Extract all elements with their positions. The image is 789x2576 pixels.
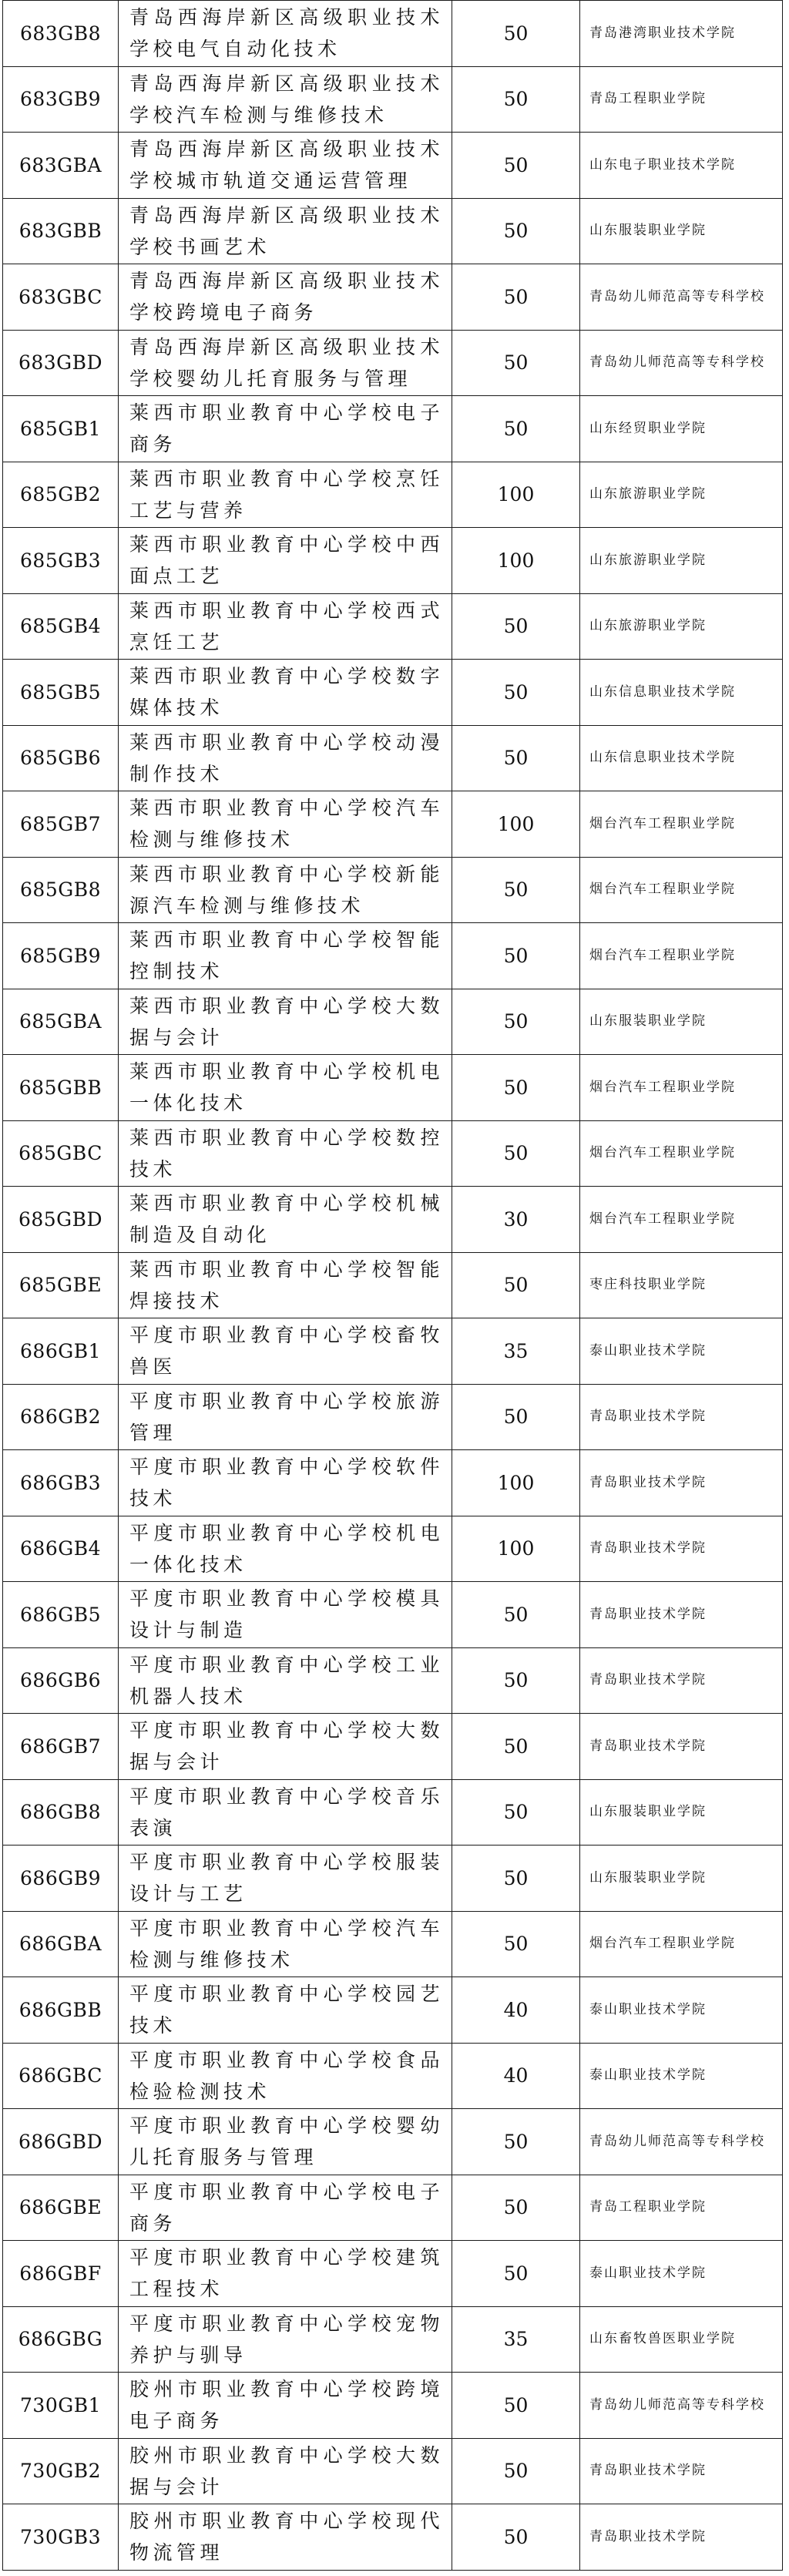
program-code-cell: 683GBC [3,264,119,331]
partner-college-cell: 枣庄科技职业学院 [580,1252,783,1318]
table-body [3,1,783,2571]
school-major-cell: 青岛西海岸新区高级职业技术学校城市轨道交通运营管理 [119,133,452,199]
program-code-cell: 686GB9 [3,1846,119,1912]
school-major-cell: 平度市职业教育中心学校机电一体化技术 [119,1516,452,1582]
partner-college-cell: 山东服装职业学院 [580,1846,783,1912]
partner-college-cell: 烟台汽车工程职业学院 [580,923,783,989]
school-major-cell: 平度市职业教育中心学校汽车检测与维修技术 [119,1911,452,1977]
enrollment-plan-cell: 50 [452,1846,580,1912]
school-major-cell: 平度市职业教育中心学校园艺技术 [119,1977,452,2044]
school-major-cell: 胶州市职业教育中心学校大数据与会计 [119,2438,452,2504]
partner-college-cell: 烟台汽车工程职业学院 [580,1187,783,1253]
partner-college-cell: 泰山职业技术学院 [580,1318,783,1385]
school-major-cell: 莱西市职业教育中心学校智能控制技术 [119,923,452,989]
school-major-cell: 莱西市职业教育中心学校数控技术 [119,1120,452,1187]
enrollment-plan-cell: 50 [452,1,580,67]
program-code-cell: 730GB2 [3,2438,119,2504]
program-code-cell: 686GB5 [3,1582,119,1648]
program-code-cell: 686GB6 [3,1647,119,1714]
enrollment-plan-cell: 50 [452,725,580,791]
enrollment-plan-cell: 50 [452,2241,580,2307]
school-major-cell: 平度市职业教育中心学校婴幼儿托育服务与管理 [119,2109,452,2175]
partner-college-cell: 山东旅游职业学院 [580,462,783,528]
program-code-cell: 686GB2 [3,1384,119,1450]
table-row [3,1450,783,1516]
program-code-cell: 683GB9 [3,66,119,133]
partner-college-cell: 山东服装职业学院 [580,1779,783,1846]
program-code-cell: 685GB9 [3,923,119,989]
partner-college-cell: 泰山职业技术学院 [580,2043,783,2109]
program-code-cell: 686GB3 [3,1450,119,1516]
school-major-cell: 平度市职业教育中心学校畜牧兽医 [119,1318,452,1385]
school-major-cell: 平度市职业教育中心学校旅游管理 [119,1384,452,1450]
table-row [3,66,783,133]
program-code-cell: 686GB8 [3,1779,119,1846]
school-major-cell: 莱西市职业教育中心学校电子商务 [119,396,452,462]
enrollment-plan-cell: 50 [452,1714,580,1780]
school-major-cell: 莱西市职业教育中心学校汽车检测与维修技术 [119,791,452,858]
enrollment-plan-cell: 50 [452,2175,580,2241]
enrollment-plan-cell: 50 [452,660,580,726]
program-code-cell: 685GBB [3,1055,119,1121]
enrollment-plan-cell: 50 [452,1120,580,1187]
table-row [3,791,783,858]
table-row [3,1647,783,1714]
program-code-cell: 685GBE [3,1252,119,1318]
school-major-cell: 莱西市职业教育中心学校西式烹饪工艺 [119,593,452,660]
partner-college-cell: 烟台汽车工程职业学院 [580,857,783,923]
enrollment-plan-cell: 50 [452,1252,580,1318]
enrollment-plan-cell: 30 [452,1187,580,1253]
table-row [3,1516,783,1582]
partner-college-cell: 山东经贸职业学院 [580,396,783,462]
table-row [3,1911,783,1977]
partner-college-cell: 青岛幼儿师范高等专科学校 [580,2109,783,2175]
school-major-cell: 胶州市职业教育中心学校现代物流管理 [119,2504,452,2571]
enrollment-plan-cell: 50 [452,1384,580,1450]
partner-college-cell: 山东信息职业技术学院 [580,660,783,726]
partner-college-cell: 青岛职业技术学院 [580,1450,783,1516]
enrollment-plan-cell: 100 [452,791,580,858]
school-major-cell: 莱西市职业教育中心学校机电一体化技术 [119,1055,452,1121]
partner-college-cell: 山东服装职业学院 [580,989,783,1055]
partner-college-cell: 青岛幼儿师范高等专科学校 [580,330,783,396]
school-major-cell: 青岛西海岸新区高级职业技术学校跨境电子商务 [119,264,452,331]
partner-college-cell: 青岛职业技术学院 [580,1384,783,1450]
school-major-cell: 青岛西海岸新区高级职业技术学校书画艺术 [119,198,452,264]
enrollment-plan-cell: 100 [452,528,580,594]
program-code-cell: 683GBD [3,330,119,396]
enrollment-plan-cell: 50 [452,857,580,923]
program-code-cell: 686GB7 [3,1714,119,1780]
school-major-cell: 青岛西海岸新区高级职业技术学校电气自动化技术 [119,1,452,67]
enrollment-plan-cell: 100 [452,1450,580,1516]
partner-college-cell: 山东服装职业学院 [580,198,783,264]
partner-college-cell: 山东旅游职业学院 [580,593,783,660]
enrollment-plan-cell: 100 [452,1516,580,1582]
program-code-cell: 685GBD [3,1187,119,1253]
school-major-cell: 平度市职业教育中心学校模具设计与制造 [119,1582,452,1648]
school-major-cell: 莱西市职业教育中心学校智能焊接技术 [119,1252,452,1318]
partner-college-cell: 泰山职业技术学院 [580,2241,783,2307]
table-row [3,1318,783,1385]
table-row [3,2373,783,2439]
table-row [3,1252,783,1318]
program-code-cell: 730GB3 [3,2504,119,2571]
program-code-cell: 730GB1 [3,2373,119,2439]
table-row [3,264,783,331]
school-major-cell: 莱西市职业教育中心学校新能源汽车检测与维修技术 [119,857,452,923]
program-code-cell: 683GB8 [3,1,119,67]
school-major-cell: 平度市职业教育中心学校食品检验检测技术 [119,2043,452,2109]
enrollment-plan-cell: 50 [452,396,580,462]
program-code-cell: 685GB6 [3,725,119,791]
table-row [3,989,783,1055]
school-major-cell: 平度市职业教育中心学校建筑工程技术 [119,2241,452,2307]
enrollment-plan-cell: 50 [452,264,580,331]
table-row [3,2241,783,2307]
program-code-cell: 686GBB [3,1977,119,2044]
program-code-cell: 685GBC [3,1120,119,1187]
program-code-cell: 686GB4 [3,1516,119,1582]
enrollment-plan-cell: 40 [452,1977,580,2044]
admission-plan-table [2,0,783,2571]
partner-college-cell: 烟台汽车工程职业学院 [580,1911,783,1977]
program-code-cell: 685GB5 [3,660,119,726]
table-row [3,133,783,199]
partner-college-cell: 青岛职业技术学院 [580,2504,783,2571]
partner-college-cell: 青岛幼儿师范高等专科学校 [580,264,783,331]
school-major-cell: 平度市职业教育中心学校大数据与会计 [119,1714,452,1780]
school-major-cell: 青岛西海岸新区高级职业技术学校婴幼儿托育服务与管理 [119,330,452,396]
partner-college-cell: 青岛职业技术学院 [580,1582,783,1648]
school-major-cell: 青岛西海岸新区高级职业技术学校汽车检测与维修技术 [119,66,452,133]
table-row [3,2043,783,2109]
enrollment-plan-cell: 50 [452,2373,580,2439]
partner-college-cell: 烟台汽车工程职业学院 [580,1055,783,1121]
school-major-cell: 莱西市职业教育中心学校中西面点工艺 [119,528,452,594]
program-code-cell: 685GB4 [3,593,119,660]
table-row [3,198,783,264]
partner-college-cell: 青岛幼儿师范高等专科学校 [580,2373,783,2439]
partner-college-cell: 青岛港湾职业技术学院 [580,1,783,67]
program-code-cell: 685GBA [3,989,119,1055]
program-code-cell: 686GBD [3,2109,119,2175]
table-row [3,593,783,660]
enrollment-plan-cell: 50 [452,1911,580,1977]
program-code-cell: 685GB8 [3,857,119,923]
table-row [3,396,783,462]
table-row [3,1384,783,1450]
school-major-cell: 平度市职业教育中心学校音乐表演 [119,1779,452,1846]
enrollment-plan-cell: 35 [452,1318,580,1385]
partner-college-cell: 山东畜牧兽医职业学院 [580,2306,783,2373]
enrollment-plan-cell: 50 [452,923,580,989]
partner-college-cell: 山东电子职业技术学院 [580,133,783,199]
enrollment-plan-cell: 50 [452,989,580,1055]
program-code-cell: 686GBG [3,2306,119,2373]
partner-college-cell: 山东旅游职业学院 [580,528,783,594]
enrollment-plan-cell: 50 [452,2504,580,2571]
table-row [3,1187,783,1253]
table-row [3,923,783,989]
enrollment-plan-cell: 40 [452,2043,580,2109]
program-code-cell: 685GB7 [3,791,119,858]
table-row [3,2306,783,2373]
table-row [3,2504,783,2571]
table-row [3,1977,783,2044]
enrollment-plan-cell: 100 [452,462,580,528]
school-major-cell: 莱西市职业教育中心学校大数据与会计 [119,989,452,1055]
table-row [3,2109,783,2175]
school-major-cell: 莱西市职业教育中心学校烹饪工艺与营养 [119,462,452,528]
program-code-cell: 683GBA [3,133,119,199]
school-major-cell: 莱西市职业教育中心学校数字媒体技术 [119,660,452,726]
partner-college-cell: 青岛工程职业学院 [580,66,783,133]
school-major-cell: 平度市职业教育中心学校工业机器人技术 [119,1647,452,1714]
table-row [3,857,783,923]
enrollment-plan-cell: 50 [452,1647,580,1714]
enrollment-plan-cell: 50 [452,330,580,396]
enrollment-plan-cell: 50 [452,2438,580,2504]
school-major-cell: 平度市职业教育中心学校软件技术 [119,1450,452,1516]
enrollment-plan-cell: 50 [452,1582,580,1648]
enrollment-plan-cell: 35 [452,2306,580,2373]
partner-college-cell: 烟台汽车工程职业学院 [580,791,783,858]
enrollment-plan-cell: 50 [452,1055,580,1121]
table-row [3,2438,783,2504]
program-code-cell: 686GBE [3,2175,119,2241]
program-code-cell: 685GB1 [3,396,119,462]
table-row [3,1120,783,1187]
partner-college-cell: 青岛职业技术学院 [580,1647,783,1714]
table-row [3,725,783,791]
table-row [3,1582,783,1648]
table-row [3,462,783,528]
table-row [3,660,783,726]
enrollment-plan-cell: 50 [452,593,580,660]
program-code-cell: 686GBF [3,2241,119,2307]
table-row [3,2175,783,2241]
table-row [3,1,783,67]
school-major-cell: 平度市职业教育中心学校电子商务 [119,2175,452,2241]
school-major-cell: 莱西市职业教育中心学校机械制造及自动化 [119,1187,452,1253]
school-major-cell: 平度市职业教育中心学校宠物养护与驯导 [119,2306,452,2373]
school-major-cell: 胶州市职业教育中心学校跨境电子商务 [119,2373,452,2439]
partner-college-cell: 青岛工程职业学院 [580,2175,783,2241]
partner-college-cell: 烟台汽车工程职业学院 [580,1120,783,1187]
program-code-cell: 686GBC [3,2043,119,2109]
school-major-cell: 平度市职业教育中心学校服装设计与工艺 [119,1846,452,1912]
enrollment-plan-cell: 50 [452,66,580,133]
enrollment-plan-cell: 50 [452,198,580,264]
partner-college-cell: 青岛职业技术学院 [580,2438,783,2504]
school-major-cell: 莱西市职业教育中心学校动漫制作技术 [119,725,452,791]
partner-college-cell: 山东信息职业技术学院 [580,725,783,791]
partner-college-cell: 青岛职业技术学院 [580,1714,783,1780]
program-code-cell: 686GBA [3,1911,119,1977]
enrollment-plan-cell: 50 [452,1779,580,1846]
partner-college-cell: 青岛职业技术学院 [580,1516,783,1582]
partner-college-cell: 泰山职业技术学院 [580,1977,783,2044]
table-row [3,1714,783,1780]
table-row [3,1846,783,1912]
table-row [3,1779,783,1846]
enrollment-plan-cell: 50 [452,133,580,199]
table-row [3,528,783,594]
program-code-cell: 686GB1 [3,1318,119,1385]
program-code-cell: 683GBB [3,198,119,264]
table-row [3,1055,783,1121]
program-code-cell: 685GB2 [3,462,119,528]
program-code-cell: 685GB3 [3,528,119,594]
table-row [3,330,783,396]
enrollment-plan-cell: 50 [452,2109,580,2175]
